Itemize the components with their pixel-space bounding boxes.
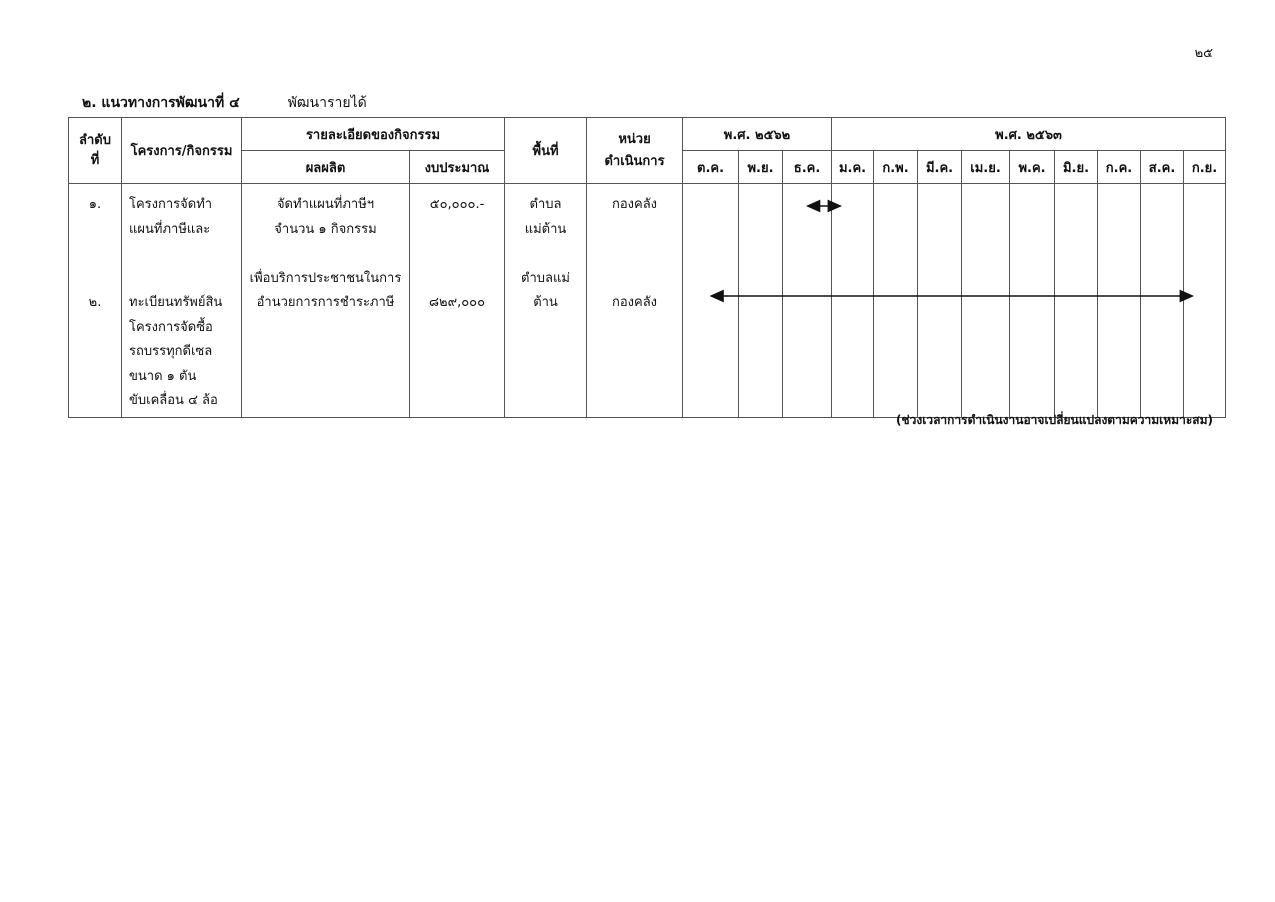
seq-number: ๑. [88, 197, 102, 212]
budget-value: ๕๐,๐๐๐.- [429, 197, 485, 212]
header-year-2562: พ.ศ. ๒๕๖๒ [683, 118, 832, 151]
month-header: มิ.ย. [1055, 151, 1098, 184]
header-unit-line1: หน่วย [618, 131, 651, 147]
seq-number [69, 242, 121, 267]
month-header: พ.ค. [1010, 151, 1055, 184]
month-cell [783, 184, 832, 418]
output-line: อำนวยการการชำระภาษี [256, 295, 395, 310]
month-cell [1184, 184, 1226, 418]
section-heading [82, 92, 367, 114]
area-cell [505, 184, 587, 418]
unit-line [587, 218, 682, 243]
header-project: โครงการ/กิจกรรม [122, 118, 242, 184]
area-line [505, 242, 586, 267]
page-number: ๒๕ [1194, 46, 1213, 61]
project-line: ขนาด ๑ ตัน [129, 368, 197, 384]
month-cell [1055, 184, 1098, 418]
seq-number: ๒. [88, 295, 102, 310]
month-header: ธ.ค. [783, 151, 832, 184]
month-header: ก.พ. [874, 151, 918, 184]
project-line: ทะเบียนทรัพย์สิน [129, 295, 223, 310]
seq-number [69, 267, 121, 292]
timing-note: (ช่วงเวลาการดำเนินงานอาจเปลี่ยนแปลงตามความเหมาะสม) [896, 413, 1213, 427]
table-row [69, 184, 1226, 418]
project-line [129, 267, 241, 292]
project-line: โครงการจัดทำ [129, 197, 213, 212]
header-unit-line2: ดำเนินการ [604, 153, 665, 169]
unit-line [587, 267, 682, 292]
area-line: ตำบลแม่ [521, 270, 570, 286]
header-seq-line2: ที่ [90, 152, 100, 168]
project-line [129, 242, 241, 267]
area-line: ต้าน [533, 295, 558, 310]
month-header: เม.ย. [962, 151, 1010, 184]
output-line: จำนวน ๑ กิจกรรม [274, 221, 377, 237]
budget-value [410, 267, 504, 292]
output-line: เพื่อบริการประชาชนในการ [249, 270, 402, 286]
project-line: แผนที่ภาษีและ [129, 221, 211, 237]
month-cell [962, 184, 1010, 418]
unit-line [587, 242, 682, 267]
heading-main: ๒. แนวทางการพัฒนาที่ ๔ [82, 95, 240, 111]
budget-value: ๘๒๙,๐๐๐ [428, 295, 486, 310]
project-cell [122, 184, 242, 418]
project-line: รถบรรทุกดีเซล [129, 344, 213, 359]
month-header: ก.ค. [1098, 151, 1141, 184]
header-year-2563: พ.ศ. ๒๕๖๓ [832, 118, 1226, 151]
area-line: แม่ต้าน [524, 221, 567, 237]
month-header: มี.ค. [918, 151, 962, 184]
seq-cell [69, 184, 122, 418]
project-line: โครงการจัดซื้อ [129, 319, 213, 335]
output-line [242, 242, 409, 267]
budget-cell [410, 184, 505, 418]
month-cell [832, 184, 874, 418]
budget-value [410, 242, 504, 267]
month-cell [1010, 184, 1055, 418]
header-output: ผลผลิต [242, 151, 410, 184]
unit-line: กองคลัง [611, 295, 658, 310]
month-header: ต.ค. [683, 151, 739, 184]
project-line: ขับเคลื่อน ๔ ล้อ [129, 393, 218, 408]
unit-line: กองคลัง [611, 197, 658, 212]
month-cell [1141, 184, 1184, 418]
month-cell [683, 184, 739, 418]
output-cell [242, 184, 410, 418]
month-header: พ.ย. [739, 151, 783, 184]
budget-value [410, 218, 504, 243]
month-header: ม.ค. [832, 151, 874, 184]
month-cell [918, 184, 962, 418]
month-header: ส.ค. [1141, 151, 1184, 184]
header-area: พื้นที่ [505, 118, 587, 184]
header-unit [587, 118, 683, 184]
header-details: รายละเอียดของกิจกรรม [242, 118, 505, 151]
heading-sub: พัฒนารายได้ [287, 95, 367, 111]
month-header: ก.ย. [1184, 151, 1226, 184]
seq-number [69, 218, 121, 243]
header-budget: งบประมาณ [410, 151, 505, 184]
header-seq-line1: ลำดับ [79, 132, 111, 148]
output-line: จัดทำแผนที่ภาษีฯ [276, 197, 375, 212]
area-line: ตำบล [529, 197, 562, 212]
month-cell [1098, 184, 1141, 418]
month-cell [739, 184, 783, 418]
header-seq [69, 118, 122, 184]
activity-plan-table [68, 117, 1226, 418]
month-cell [874, 184, 918, 418]
unit-cell [587, 184, 683, 418]
